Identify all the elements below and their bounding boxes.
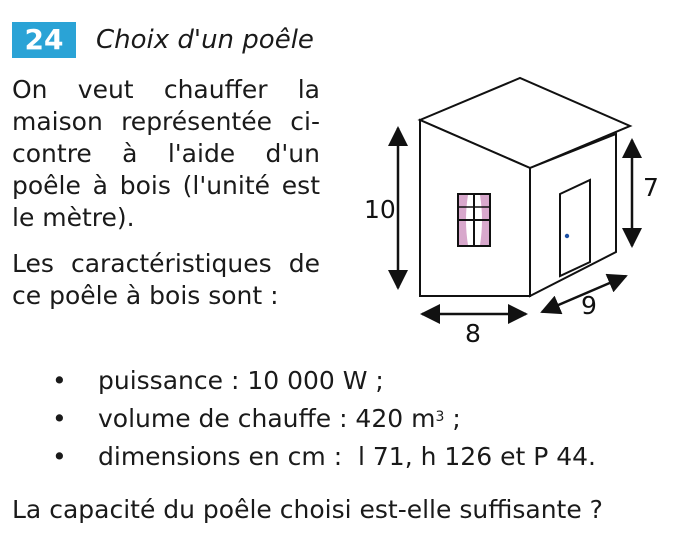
door-knob [565, 234, 569, 238]
house-door [560, 180, 590, 276]
exercise-number-badge: 24 [12, 22, 76, 58]
house-window [458, 194, 490, 246]
volume-exponent: 3 [435, 409, 445, 425]
question-text: La capacité du poêle choisi est-elle suffisante ? [12, 495, 603, 524]
characteristics-list [52, 362, 596, 476]
dimensions-text: dimensions en cm : l 71, h 126 et P 44. [98, 442, 596, 471]
intro-paragraph-1: On veut chauffer la maison représentée ci-contre à l'aide d'un poêle à bois (l'unité est le mètre). [12, 75, 320, 232]
label-width: 8 [465, 319, 481, 348]
list-item-dimensions [52, 438, 596, 476]
bullet-marker: • [52, 404, 67, 433]
power-text: puissance : 10 000 W ; [98, 366, 384, 395]
list-item-volume [52, 400, 596, 438]
bullet-marker: • [52, 366, 67, 395]
intro-text [12, 74, 320, 326]
label-depth: 9 [581, 291, 597, 320]
volume-text: volume de chauffe : 420 m [98, 404, 436, 433]
house-figure [360, 70, 680, 360]
label-height-left: 10 [364, 195, 396, 224]
intro-paragraph-2: Les caractéristiques de ce poêle à bois sont : [12, 249, 320, 310]
exercise-title: Choix d'un poêle [96, 25, 314, 55]
bullet-marker: • [52, 442, 67, 471]
house-drawing [360, 70, 680, 360]
list-item-power [52, 362, 596, 400]
label-height-right: 7 [643, 173, 659, 202]
volume-suffix: ; [444, 404, 461, 433]
